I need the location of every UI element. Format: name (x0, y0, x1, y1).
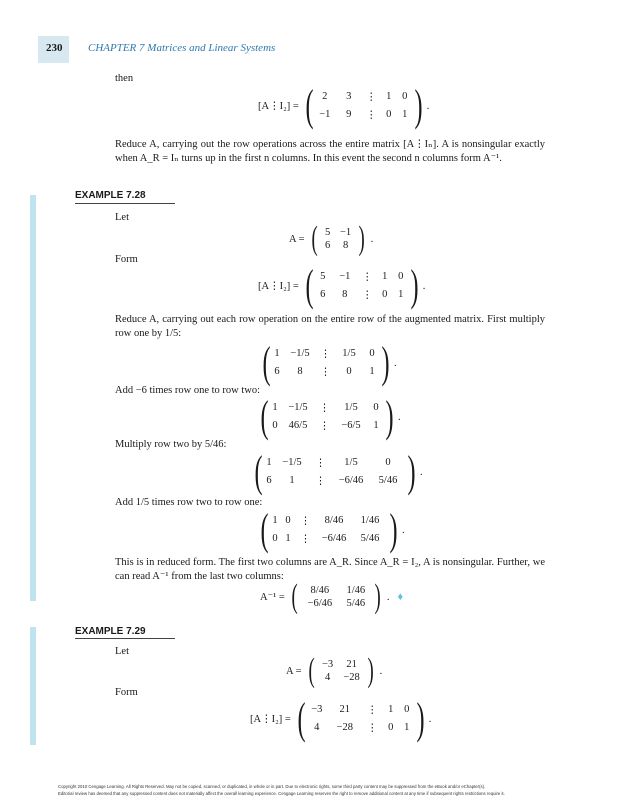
left-paren: ( (297, 694, 306, 743)
then-text: then (115, 73, 134, 84)
period: . (428, 713, 432, 725)
let-text: Let (115, 646, 129, 657)
divider: ⋮ (320, 349, 330, 360)
cell: 21 (346, 659, 357, 670)
divider: ⋮ (366, 92, 376, 103)
right-paren: ) (358, 220, 365, 257)
matrix-grid (314, 271, 408, 301)
divider: ⋮ (319, 421, 329, 432)
cell: 0 (388, 722, 394, 733)
cell: −1/5 (288, 402, 308, 413)
example-rule (75, 203, 175, 204)
end-of-example-icon: ♦ (397, 591, 404, 603)
cell: 3 (346, 91, 352, 102)
cell: −28 (343, 672, 360, 683)
cell: 1 (285, 533, 291, 544)
page-number: 230 (46, 42, 63, 54)
cell: 1/5 (344, 457, 358, 468)
step-2-text: Add −6 times row one to row two: (115, 385, 261, 396)
cell: 5/46 (378, 475, 398, 486)
matrix-grid (300, 585, 372, 609)
right-paren: ) (414, 81, 423, 130)
cell: −6/46 (321, 533, 347, 544)
divider: ⋮ (300, 534, 310, 545)
step-3-matrix (252, 447, 423, 496)
cell: −1 (319, 109, 331, 120)
cell: 1 (404, 722, 410, 733)
augmented-matrix (250, 694, 432, 743)
cell: 1 (373, 420, 379, 431)
matrix-lhs: A⁻¹ = (260, 592, 285, 603)
left-paren: ( (291, 578, 298, 615)
cell: 1 (266, 457, 272, 468)
matrix-grid (317, 659, 365, 683)
cell: 5/46 (360, 533, 380, 544)
example-heading: EXAMPLE 7.28 (75, 190, 146, 201)
cell: 4 (324, 672, 331, 683)
cell: 0 (404, 704, 410, 715)
cell: −3 (311, 704, 323, 715)
cell: 8/46 (310, 585, 330, 596)
cell: 1 (398, 289, 404, 300)
right-paren: ) (410, 261, 419, 310)
cell: 0 (346, 366, 352, 377)
example-heading: EXAMPLE 7.29 (75, 626, 146, 637)
matrix-a (286, 652, 383, 689)
right-paren: ) (367, 652, 374, 689)
period: . (398, 411, 401, 423)
cell: 5 (320, 271, 326, 282)
cell: 0 (272, 533, 278, 544)
divider: ⋮ (366, 110, 376, 121)
cell: 8/46 (324, 515, 344, 526)
left-paren: ( (260, 505, 269, 554)
cell: 1 (289, 475, 295, 486)
period: . (422, 280, 426, 292)
divider: ⋮ (367, 723, 377, 734)
period: . (379, 665, 383, 677)
cell: 0 (398, 271, 404, 282)
right-paren: ) (416, 694, 425, 743)
cell: 9 (346, 109, 352, 120)
copyright-line: Copyright 2010 Cengage Learning. All Rights Reserved. May not be copied, scanned, or duplicated, in whole or in part. Due to electronic rights, some third party content may be suppressed from the eBook and/or eChapter(s). (58, 784, 486, 789)
cell: 0 (272, 420, 278, 431)
cell: 1/5 (342, 348, 356, 359)
period: . (386, 591, 390, 603)
cell: 0 (382, 289, 388, 300)
cell: 2 (322, 91, 328, 102)
cell: 5/46 (346, 598, 366, 609)
left-paren: ( (262, 338, 271, 387)
left-paren: ( (311, 220, 318, 257)
cell: −3 (321, 659, 334, 670)
cell: 46/5 (288, 420, 308, 431)
example-sidebar (30, 627, 36, 745)
step-3-text: Multiply row two by 5/46: (115, 439, 227, 450)
cell: 1 (386, 91, 392, 102)
example-rule (75, 638, 175, 639)
divider: ⋮ (315, 458, 325, 469)
right-paren: ) (389, 505, 398, 554)
period: . (394, 357, 397, 369)
cell: −1 (339, 227, 352, 238)
cell: 6 (320, 289, 326, 300)
cell: 4 (314, 722, 320, 733)
cell: 6 (324, 240, 331, 251)
intro-paragraph: Reduce A, carrying out the row operations across the entire matrix [A⋮Iₙ]. A is nonsingular exactly when A_R = Iₙ turns up in the first n columns. In this event the second n columns form A⁻¹. (115, 139, 545, 164)
cell: 8 (342, 289, 348, 300)
matrix-grid (269, 402, 383, 432)
step-4-text: Add 1/5 times row two to row one: (115, 497, 263, 508)
matrix-grid (263, 457, 405, 487)
cell: 1 (402, 109, 408, 120)
matrix-grid (306, 704, 414, 734)
cell: −1/5 (290, 348, 310, 359)
cell: 8 (297, 366, 303, 377)
matrix-grid (320, 227, 356, 251)
divider: ⋮ (320, 367, 330, 378)
right-paren: ) (407, 447, 416, 496)
final-paragraph: This is in reduced form. The first two columns are A_R. Since A_R = I₂, A is nonsingular. Further, we can read A⁻¹ from the last two columns: (115, 557, 545, 582)
cell: 0 (285, 515, 291, 526)
example-sidebar (30, 195, 36, 601)
cell: 0 (369, 348, 375, 359)
divider: ⋮ (367, 705, 377, 716)
matrix-a (289, 220, 374, 257)
cell: 8 (342, 240, 349, 251)
left-paren: ( (305, 261, 314, 310)
period: . (402, 524, 405, 536)
cell: 0 (402, 91, 408, 102)
cell: 21 (339, 704, 351, 715)
matrix-lhs: A = (286, 665, 302, 677)
intro-augmented-matrix (258, 81, 430, 130)
cell: 0 (373, 402, 379, 413)
step-2-matrix (258, 392, 401, 441)
chapter-title: CHAPTER 7 Matrices and Linear Systems (88, 42, 276, 54)
copyright-line: Editorial review has deemed that any suppressed content does not materially affect the overall learning experience. Cengage Learning reserves the right to remove additional content at any time if subsequent rights restrictions require it. (58, 791, 505, 796)
cell: 6 (266, 475, 272, 486)
right-paren: ) (385, 392, 394, 441)
cell: 1 (272, 515, 278, 526)
divider: ⋮ (315, 476, 325, 487)
cell: −6/46 (338, 475, 364, 486)
divider: ⋮ (362, 290, 372, 301)
form-text: Form (115, 687, 138, 698)
period: . (426, 100, 430, 112)
augmented-matrix (258, 261, 426, 310)
step-4-matrix (258, 505, 405, 554)
cell: 1 (369, 366, 375, 377)
cell: −6/5 (341, 420, 361, 431)
right-paren: ) (381, 338, 390, 387)
matrix-lhs: [A⋮I₂] = (258, 281, 299, 292)
form-text: Form (115, 254, 138, 265)
period: . (420, 466, 423, 478)
cell: −1 (339, 271, 351, 282)
cell: 1 (274, 348, 280, 359)
period: . (370, 233, 374, 245)
cell: −28 (336, 722, 353, 733)
cell: 0 (386, 109, 392, 120)
inverse-matrix (260, 578, 404, 615)
left-paren: ( (305, 81, 314, 130)
matrix-lhs: [A⋮I₂] = (250, 714, 291, 725)
matrix-lhs: [A⋮I₂] = (258, 101, 299, 112)
cell: 1 (382, 271, 388, 282)
divider: ⋮ (300, 516, 310, 527)
left-paren: ( (308, 652, 315, 689)
matrix-grid (314, 91, 412, 121)
right-paren: ) (374, 578, 381, 615)
cell: 1 (388, 704, 394, 715)
matrix-grid (271, 348, 379, 378)
cell: −1/5 (282, 457, 302, 468)
step-1-matrix (260, 338, 397, 387)
matrix-lhs: A = (289, 233, 305, 245)
cell: 1/46 (346, 585, 366, 596)
cell: 1/46 (360, 515, 380, 526)
let-text: Let (115, 212, 129, 223)
cell: 5 (324, 227, 331, 238)
divider: ⋮ (319, 403, 329, 414)
reduce-paragraph: Reduce A, carrying out each row operation on the entire row of the augmented matrix. First multiply row one by 1/5: (115, 314, 545, 339)
cell: −6/46 (307, 598, 333, 609)
cell: 1 (272, 402, 278, 413)
cell: 6 (274, 366, 280, 377)
divider: ⋮ (362, 272, 372, 283)
left-paren: ( (260, 392, 269, 441)
matrix-grid (269, 515, 387, 545)
cell: 1/5 (344, 402, 358, 413)
cell: 0 (385, 457, 391, 468)
left-paren: ( (254, 447, 263, 496)
